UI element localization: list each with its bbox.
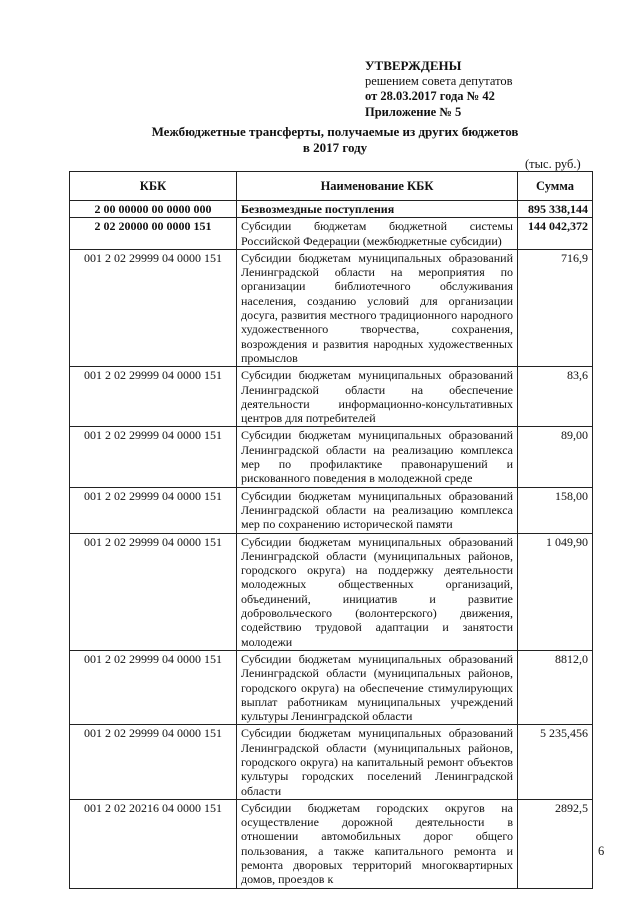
unit-label: (тыс. руб.) [525,157,581,171]
sum-cell: 158,00 [518,487,593,533]
kbk-cell: 001 2 02 29999 04 0000 151 [70,533,237,650]
kbk-cell: 001 2 02 20216 04 0000 151 [70,799,237,888]
sum-cell: 895 338,144 [518,201,593,218]
kbk-cell: 001 2 02 29999 04 0000 151 [70,427,237,487]
sum-cell: 2892,5 [518,799,593,888]
sum-cell: 8812,0 [518,650,593,724]
name-cell: Субсидии бюджетам муниципальных образований Ленинградской области на обеспечение деятельности информационно-консультативных центров для потребителей [237,367,518,427]
name-cell: Субсидии бюджетам городских округов на осуществление дорожной деятельности в отношении автомобильных дорог общего пользования, а также капитального ремонта и ремонта дворовых территорий многоквартирных домов, проездов к [237,799,518,888]
header-kbk: КБК [70,172,237,201]
appendix-number: Приложение № 5 [365,104,462,119]
table-row [70,799,593,888]
name-cell: Субсидии бюджетам бюджетной системы Российской Федерации (межбюджетные субсидии) [237,218,518,250]
table-row [70,650,593,724]
sum-cell: 1 049,90 [518,533,593,650]
table-row [70,533,593,650]
sum-cell: 716,9 [518,249,593,366]
kbk-cell: 001 2 02 29999 04 0000 151 [70,367,237,427]
approval-date: от 28.03.2017 года № 42 [365,89,495,103]
document-title [150,124,520,156]
approval-decision: решением совета депутатов [365,73,513,88]
kbk-cell: 001 2 02 29999 04 0000 151 [70,249,237,366]
name-cell: Субсидии бюджетам муниципальных образований Ленинградской области на мероприятия по организации библиотечного обслуживания населения, созданию условий для организации досуга, развития местного традиционного народного художественного творчества, сохранения, возрождения и развития народных художественных промыслов [237,249,518,366]
kbk-cell: 2 02 20000 00 0000 151 [70,218,237,250]
page-number: 6 [598,844,605,858]
kbk-cell: 001 2 02 29999 04 0000 151 [70,725,237,799]
name-cell: Субсидии бюджетам муниципальных образований Ленинградской области (муниципальных районов, городского округа) на поддержку деятельности молодежных общественных организаций, объединений, инициатив и развитие добровольческого (волонтерского) движения, содействию трудовой адаптации и занятости молодежи [237,533,518,650]
name-cell: Субсидии бюджетам муниципальных образований Ленинградской области (муниципальных районов, городского округа) на капитальный ремонт объектов культуры городских поселений Ленинградской области [237,725,518,799]
document-title-line2: в 2017 году [302,140,368,155]
kbk-cell: 001 2 02 29999 04 0000 151 [70,487,237,533]
table-header-row [70,172,593,201]
table-row [70,427,593,487]
table-row [70,367,593,427]
approval-title: УТВЕРЖДЕНЫ [365,58,462,73]
header-name: Наименование КБК [237,172,518,201]
document-title-line1: Межбюджетные трансферты, получаемые из других бюджетов [151,124,519,139]
approval-block [365,58,625,120]
kbk-cell: 2 00 00000 00 0000 000 [70,201,237,218]
name-cell: Субсидии бюджетам муниципальных образований Ленинградской области (муниципальных районов, городского округа) на обеспечение стимулирующих выплат работникам муниципальных учреждений культуры Ленинградской области [237,650,518,724]
sum-cell: 83,6 [518,367,593,427]
transfers-table [69,171,593,889]
table-row [70,201,593,218]
name-cell: Безвозмездные поступления [237,201,518,218]
table-row [70,487,593,533]
sum-cell: 89,00 [518,427,593,487]
header-sum: Сумма [518,172,593,201]
sum-cell: 5 235,456 [518,725,593,799]
name-cell: Субсидии бюджетам муниципальных образований Ленинградской области на реализацию комплекса мер по сохранению исторической памяти [237,487,518,533]
name-cell: Субсидии бюджетам муниципальных образований Ленинградской области на реализацию комплекса мер по профилактике правонарушений и рискованного поведения в молодежной среде [237,427,518,487]
sum-cell: 144 042,372 [518,218,593,250]
table-row [70,249,593,366]
table-row [70,725,593,799]
table-row [70,218,593,250]
kbk-cell: 001 2 02 29999 04 0000 151 [70,650,237,724]
